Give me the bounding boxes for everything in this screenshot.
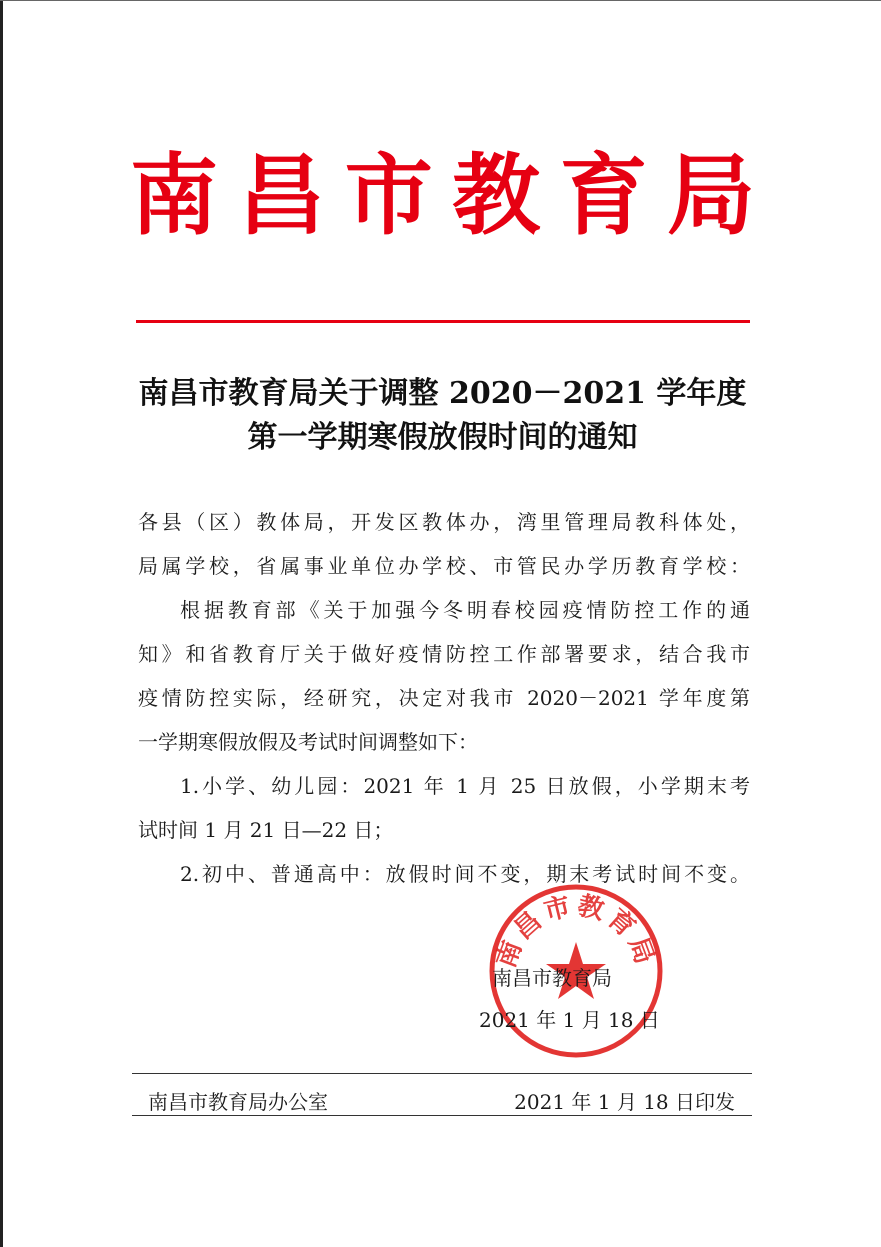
item-1-line-2: 试时间 1 月 21 日—22 日； — [138, 818, 394, 842]
signature-organization: 南昌市教育局 — [492, 966, 612, 990]
document-title-line-2: 第一学期寒假放假时间的通知 — [247, 420, 638, 455]
footer-bottom-rule — [132, 1115, 752, 1116]
footer-issue-date: 2021 年 1 月 18 日印发 — [514, 1090, 735, 1114]
footer-top-rule — [132, 1073, 752, 1074]
item-1-line-1: 1.小学、幼儿园：2021 年 1 月 25 日放假，小学期末考 — [180, 774, 750, 798]
document-title-line-1: 南昌市教育局关于调整 2020－2021 学年度 — [138, 376, 747, 411]
stamp-text: 南昌市教育局 — [491, 890, 661, 972]
masthead-red-rule — [136, 320, 750, 323]
item-2-line-1: 2.初中、普通高中：放假时间不变，期末考试时间不变。 — [180, 862, 750, 886]
paragraph-1-line-4: 一学期寒假放假及考试时间调整如下： — [138, 730, 478, 754]
page-top-edge — [0, 0, 881, 1]
paragraph-1-line-1: 根据教育部《关于加强今冬明春校园疫情防控工作的通 — [180, 598, 750, 622]
masthead-org-name: 南昌市教育局 — [130, 143, 755, 247]
page-left-edge — [0, 0, 3, 1247]
paragraph-1-line-3: 疫情防控实际，经研究，决定对我市 2020－2021 学年度第 — [138, 686, 750, 710]
footer-issuing-office: 南昌市教育局办公室 — [148, 1090, 328, 1114]
paragraph-1-line-2: 知》和省教育厅关于做好疫情防控工作部署要求，结合我市 — [138, 642, 750, 666]
recipients-line-2: 局属学校，省属事业单位办学校、市管民办学历教育学校： — [138, 554, 750, 578]
document-title — [120, 372, 765, 460]
signature-date: 2021 年 1 月 18 日 — [479, 1008, 660, 1032]
document-body — [138, 500, 750, 896]
recipients-line-1: 各县（区）教体局，开发区教体办，湾里管理局教科体处， — [138, 510, 750, 534]
